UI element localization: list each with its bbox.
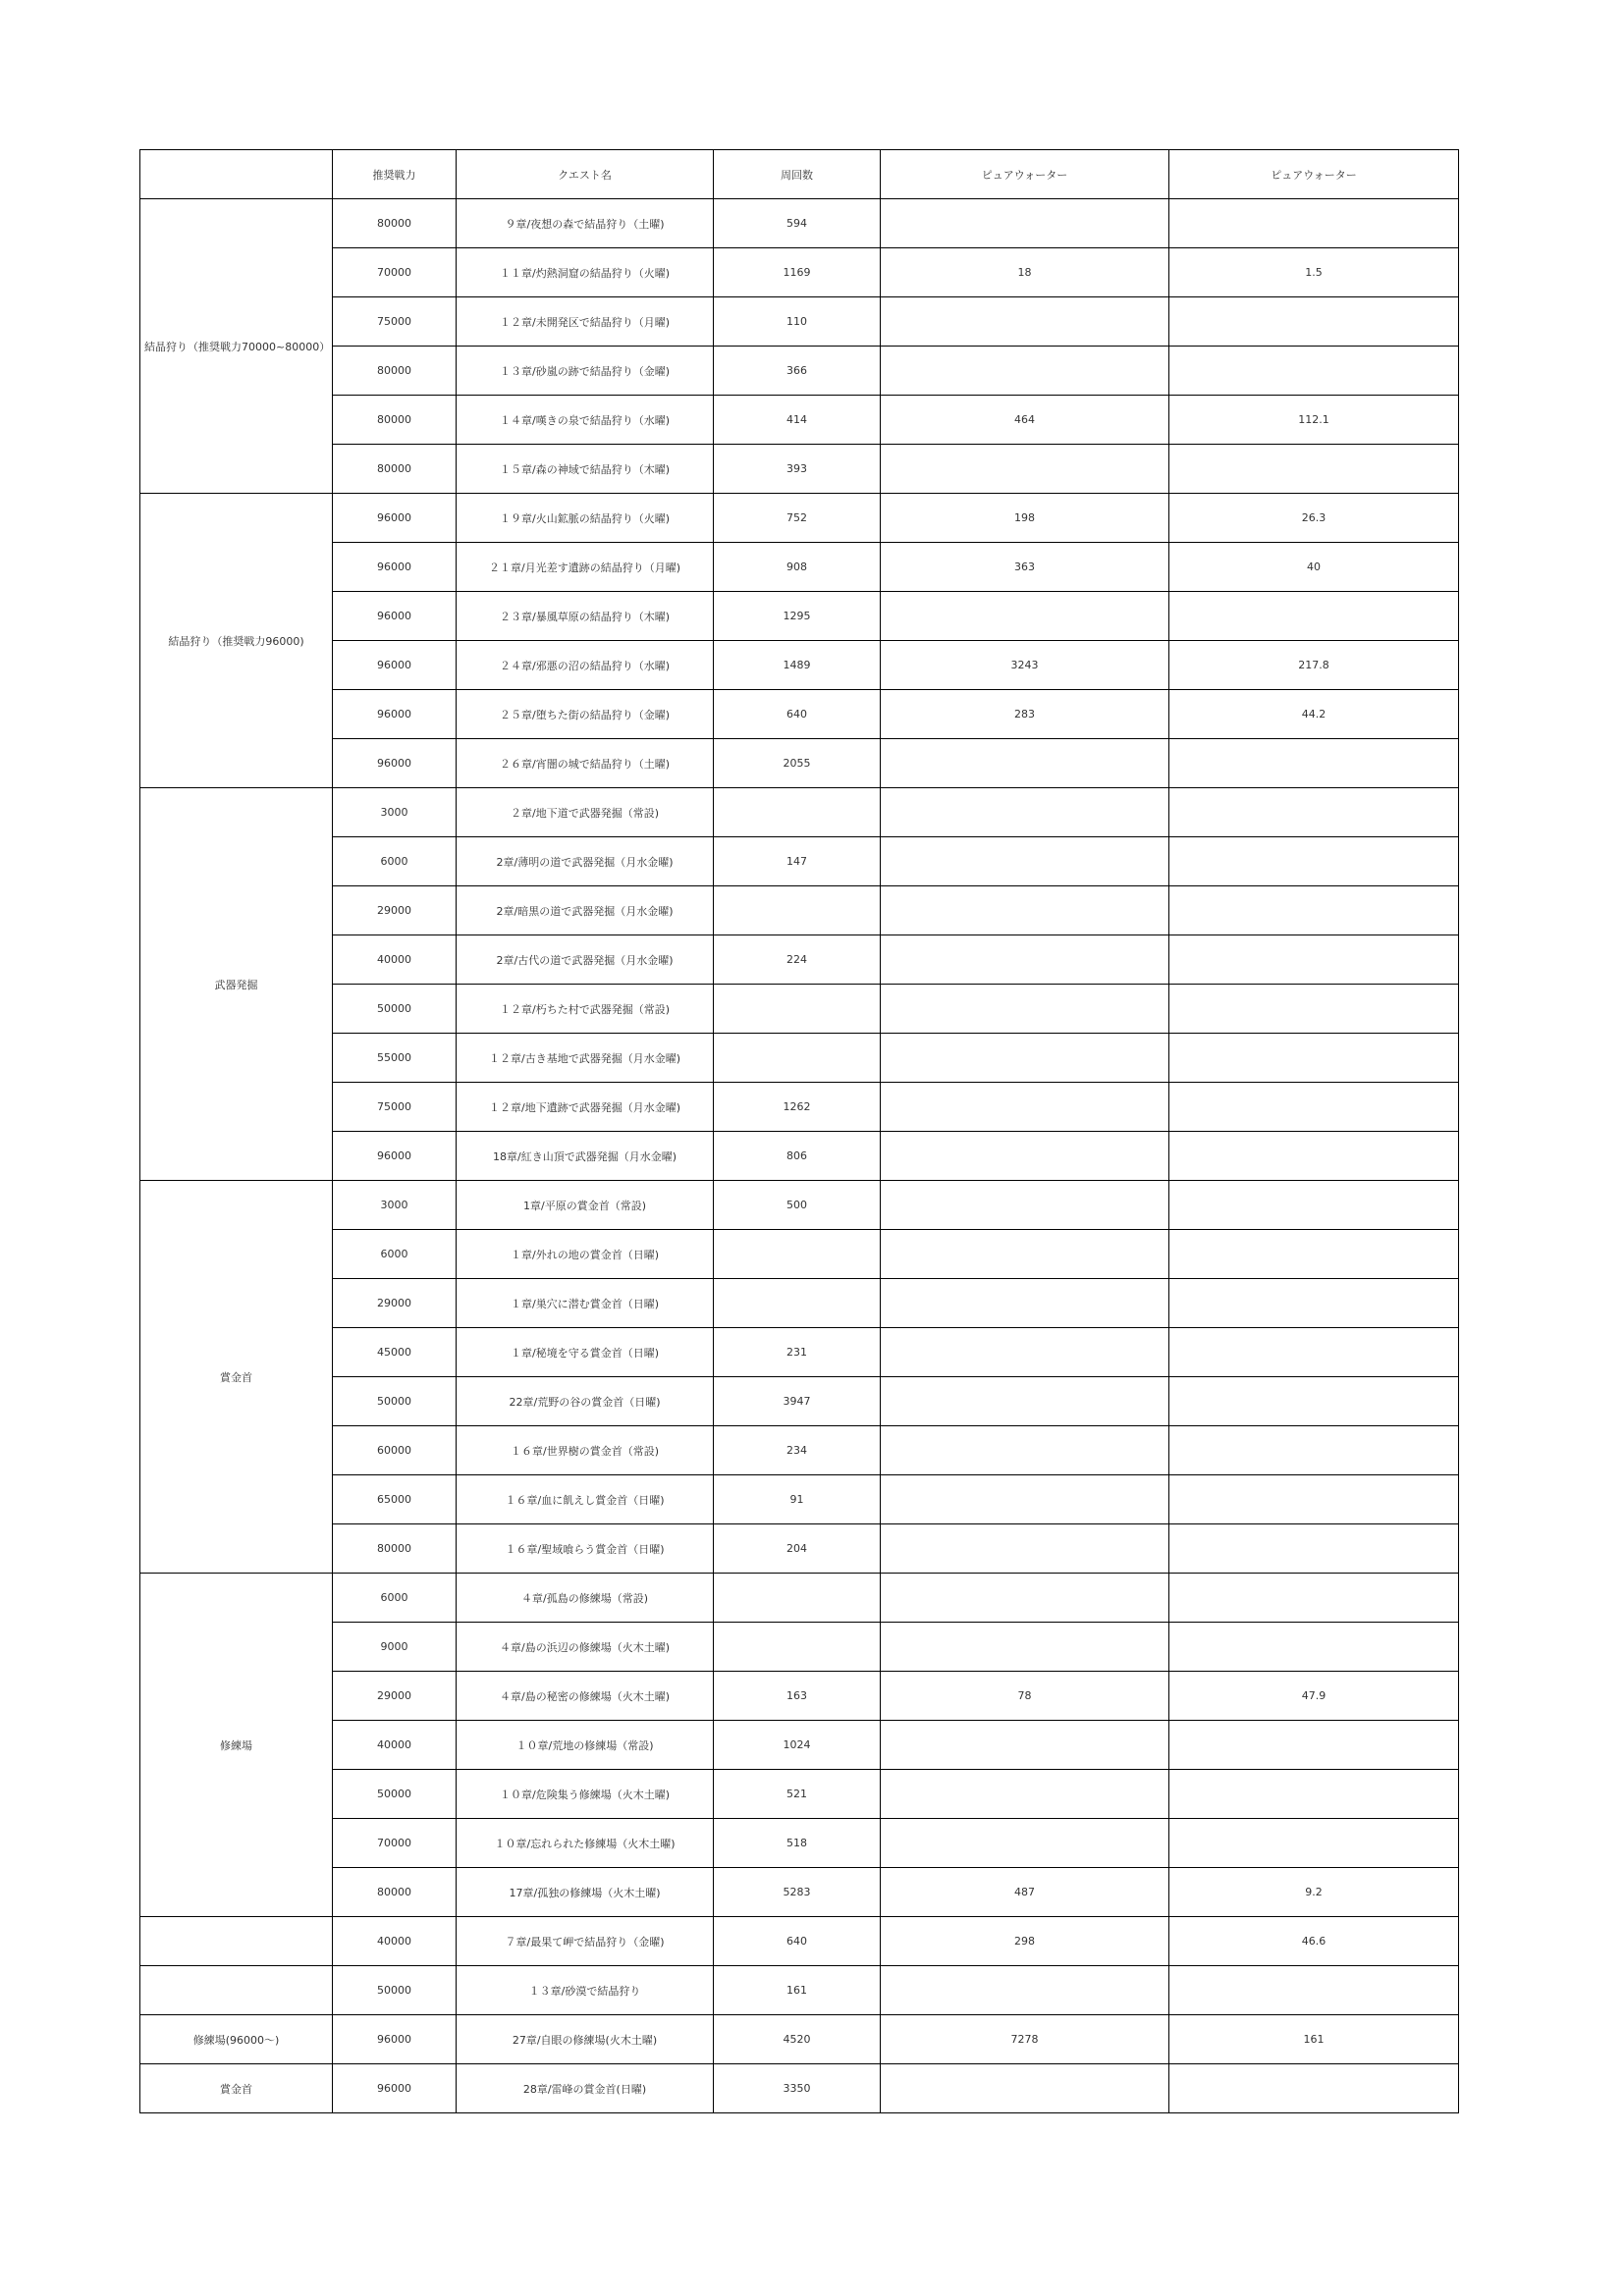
recommended-power-cell: 29000 — [333, 1672, 457, 1721]
table-row — [140, 1819, 1459, 1868]
table-row — [140, 1377, 1459, 1426]
run-count-cell: 163 — [714, 1672, 881, 1721]
quest-name-cell: 27章/自眼の修練場(火木土曜) — [457, 2015, 714, 2064]
recommended-power-cell: 40000 — [333, 935, 457, 985]
table-row — [140, 1475, 1459, 1524]
run-count-cell: 110 — [714, 297, 881, 347]
recommended-power-cell: 80000 — [333, 1868, 457, 1917]
quest-name-cell: ２６章/宵闇の城で結晶狩り（土曜) — [457, 739, 714, 788]
pure-water-2-cell — [1169, 985, 1459, 1034]
table-row — [140, 2015, 1459, 2064]
run-count-cell: 231 — [714, 1328, 881, 1377]
table-row — [140, 837, 1459, 886]
quest-name-cell: １６章/聖域喰らう賞金首（日曜) — [457, 1524, 714, 1574]
quest-name-cell: １０章/忘れられた修練場（火木土曜) — [457, 1819, 714, 1868]
pure-water-1-cell: 3243 — [881, 641, 1169, 690]
quest-name-cell: 22章/荒野の谷の賞金首（日曜) — [457, 1377, 714, 1426]
pure-water-1-cell — [881, 1181, 1169, 1230]
pure-water-1-cell — [881, 837, 1169, 886]
run-count-cell: 1295 — [714, 592, 881, 641]
table-row — [140, 739, 1459, 788]
table-row — [140, 1672, 1459, 1721]
pure-water-2-cell: 46.6 — [1169, 1917, 1459, 1966]
quest-name-cell: １２章/地下遺跡で武器発掘（月水金曜) — [457, 1083, 714, 1132]
pure-water-2-cell: 1.5 — [1169, 248, 1459, 297]
run-count-cell: 908 — [714, 543, 881, 592]
run-count-cell — [714, 985, 881, 1034]
quest-name-cell: １５章/森の神域で結晶狩り（木曜) — [457, 445, 714, 494]
pure-water-1-cell — [881, 592, 1169, 641]
pure-water-1-cell: 7278 — [881, 2015, 1169, 2064]
pure-water-1-cell — [881, 199, 1169, 248]
quest-name-cell: 17章/孤独の修練場（火木土曜) — [457, 1868, 714, 1917]
table-row — [140, 543, 1459, 592]
table-row — [140, 445, 1459, 494]
run-count-cell — [714, 1279, 881, 1328]
run-count-cell — [714, 788, 881, 837]
run-count-cell: 2055 — [714, 739, 881, 788]
pure-water-2-cell — [1169, 592, 1459, 641]
quest-name-cell: １３章/砂漠で結晶狩り — [457, 1966, 714, 2015]
table-row — [140, 788, 1459, 837]
category-cell: 修練場(96000〜) — [140, 2015, 333, 2064]
pure-water-1-cell — [881, 1524, 1169, 1574]
quest-name-cell: ４章/孤島の修練場（常設) — [457, 1574, 714, 1623]
pure-water-2-cell — [1169, 1132, 1459, 1181]
quest-name-cell: ２４章/邪悪の沼の結晶狩り（水曜) — [457, 641, 714, 690]
table-row — [140, 1721, 1459, 1770]
recommended-power-cell: 96000 — [333, 1132, 457, 1181]
pure-water-2-cell — [1169, 199, 1459, 248]
pure-water-1-cell: 464 — [881, 396, 1169, 445]
category-cell: 賞金首 — [140, 1181, 333, 1574]
run-count-cell: 1262 — [714, 1083, 881, 1132]
pure-water-1-cell — [881, 347, 1169, 396]
recommended-power-cell: 96000 — [333, 494, 457, 543]
pure-water-2-cell — [1169, 1083, 1459, 1132]
recommended-power-cell: 6000 — [333, 1574, 457, 1623]
quest-name-cell: ９章/夜想の森で結晶狩り（土曜) — [457, 199, 714, 248]
run-count-cell: 1169 — [714, 248, 881, 297]
category-cell: 結晶狩り（推奨戦力96000) — [140, 494, 333, 788]
quest-name-cell: １２章/未開発区で結晶狩り（月曜) — [457, 297, 714, 347]
run-count-cell: 366 — [714, 347, 881, 396]
table-row — [140, 1574, 1459, 1623]
recommended-power-cell: 80000 — [333, 347, 457, 396]
pure-water-1-cell: 298 — [881, 1917, 1169, 1966]
category-cell: 賞金首 — [140, 2064, 333, 2113]
pure-water-1-cell — [881, 297, 1169, 347]
category-cell: 武器発掘 — [140, 788, 333, 1181]
quest-name-cell: ２３章/暴風草原の結晶狩り（木曜) — [457, 592, 714, 641]
pure-water-2-cell — [1169, 1034, 1459, 1083]
table-row — [140, 248, 1459, 297]
run-count-cell: 91 — [714, 1475, 881, 1524]
table-row — [140, 1328, 1459, 1377]
pure-water-1-cell: 283 — [881, 690, 1169, 739]
header-run-count: 周回数 — [714, 150, 881, 199]
pure-water-2-cell — [1169, 1475, 1459, 1524]
table-row — [140, 1034, 1459, 1083]
pure-water-2-cell — [1169, 739, 1459, 788]
table-row — [140, 886, 1459, 935]
pure-water-2-cell — [1169, 1426, 1459, 1475]
recommended-power-cell: 96000 — [333, 2064, 457, 2113]
pure-water-1-cell: 18 — [881, 248, 1169, 297]
recommended-power-cell: 6000 — [333, 837, 457, 886]
pure-water-1-cell — [881, 739, 1169, 788]
quest-name-cell: １３章/砂嵐の跡で結晶狩り（金曜) — [457, 347, 714, 396]
pure-water-1-cell: 198 — [881, 494, 1169, 543]
pure-water-2-cell — [1169, 1819, 1459, 1868]
run-count-cell: 518 — [714, 1819, 881, 1868]
pure-water-2-cell — [1169, 1770, 1459, 1819]
table-row — [140, 985, 1459, 1034]
table-row — [140, 1524, 1459, 1574]
quest-name-cell: ２章/地下道で武器発掘（常設) — [457, 788, 714, 837]
pure-water-2-cell — [1169, 1524, 1459, 1574]
quest-name-cell: １４章/嘆きの泉で結晶狩り（水曜) — [457, 396, 714, 445]
recommended-power-cell: 9000 — [333, 1623, 457, 1672]
recommended-power-cell: 3000 — [333, 788, 457, 837]
table-row — [140, 1279, 1459, 1328]
recommended-power-cell: 96000 — [333, 739, 457, 788]
quest-name-cell: １２章/朽ちた村で武器発掘（常設) — [457, 985, 714, 1034]
pure-water-1-cell — [881, 1819, 1169, 1868]
recommended-power-cell: 40000 — [333, 1917, 457, 1966]
pure-water-1-cell — [881, 886, 1169, 935]
recommended-power-cell: 45000 — [333, 1328, 457, 1377]
pure-water-2-cell: 9.2 — [1169, 1868, 1459, 1917]
pure-water-1-cell — [881, 788, 1169, 837]
run-count-cell: 1489 — [714, 641, 881, 690]
header-row — [140, 150, 1459, 199]
table-body — [140, 199, 1459, 2113]
recommended-power-cell: 70000 — [333, 248, 457, 297]
header-pure-water-2: ピュアウォーター — [1169, 150, 1459, 199]
recommended-power-cell: 80000 — [333, 199, 457, 248]
recommended-power-cell: 29000 — [333, 1279, 457, 1328]
recommended-power-cell: 50000 — [333, 1377, 457, 1426]
recommended-power-cell: 50000 — [333, 985, 457, 1034]
run-count-cell: 414 — [714, 396, 881, 445]
recommended-power-cell: 96000 — [333, 592, 457, 641]
pure-water-2-cell — [1169, 347, 1459, 396]
header-recommended-power: 推奨戦力 — [333, 150, 457, 199]
table-row — [140, 347, 1459, 396]
table-row — [140, 1966, 1459, 2015]
run-count-cell: 640 — [714, 1917, 881, 1966]
pure-water-1-cell — [881, 1574, 1169, 1623]
quest-name-cell: １章/秘境を守る賞金首（日曜) — [457, 1328, 714, 1377]
table-row — [140, 297, 1459, 347]
pure-water-2-cell — [1169, 1377, 1459, 1426]
pure-water-2-cell — [1169, 886, 1459, 935]
run-count-cell — [714, 1574, 881, 1623]
run-count-cell: 4520 — [714, 2015, 881, 2064]
pure-water-2-cell — [1169, 1181, 1459, 1230]
category-cell: 結晶狩り（推奨戦力70000~80000） — [140, 199, 333, 494]
run-count-cell: 500 — [714, 1181, 881, 1230]
quest-name-cell: １６章/血に飢えし賞金首（日曜) — [457, 1475, 714, 1524]
run-count-cell: 3350 — [714, 2064, 881, 2113]
pure-water-2-cell — [1169, 1966, 1459, 2015]
recommended-power-cell: 6000 — [333, 1230, 457, 1279]
pure-water-1-cell — [881, 1475, 1169, 1524]
pure-water-2-cell — [1169, 1574, 1459, 1623]
category-cell — [140, 1966, 333, 2015]
pure-water-1-cell — [881, 985, 1169, 1034]
pure-water-1-cell — [881, 1230, 1169, 1279]
table-row — [140, 641, 1459, 690]
pure-water-1-cell — [881, 1328, 1169, 1377]
table-row — [140, 592, 1459, 641]
pure-water-2-cell — [1169, 1623, 1459, 1672]
recommended-power-cell: 75000 — [333, 297, 457, 347]
table-row — [140, 1132, 1459, 1181]
run-count-cell: 1024 — [714, 1721, 881, 1770]
run-count-cell: 224 — [714, 935, 881, 985]
quest-name-cell: 18章/紅き山頂で武器発掘（月水金曜) — [457, 1132, 714, 1181]
recommended-power-cell: 40000 — [333, 1721, 457, 1770]
recommended-power-cell: 50000 — [333, 1966, 457, 2015]
run-count-cell: 5283 — [714, 1868, 881, 1917]
table-row — [140, 1917, 1459, 1966]
recommended-power-cell: 96000 — [333, 2015, 457, 2064]
run-count-cell: 204 — [714, 1524, 881, 1574]
run-count-cell: 147 — [714, 837, 881, 886]
recommended-power-cell: 29000 — [333, 886, 457, 935]
quest-name-cell: ７章/最果て岬で結晶狩り（金曜) — [457, 1917, 714, 1966]
table-row — [140, 199, 1459, 248]
pure-water-2-cell: 112.1 — [1169, 396, 1459, 445]
recommended-power-cell: 80000 — [333, 445, 457, 494]
run-count-cell: 3947 — [714, 1377, 881, 1426]
quest-table — [139, 149, 1459, 2113]
pure-water-1-cell — [881, 1623, 1169, 1672]
run-count-cell: 393 — [714, 445, 881, 494]
table-row — [140, 2064, 1459, 2113]
quest-name-cell: 2章/暗黒の道で武器発掘（月水金曜) — [457, 886, 714, 935]
pure-water-2-cell: 44.2 — [1169, 690, 1459, 739]
recommended-power-cell: 96000 — [333, 641, 457, 690]
run-count-cell: 234 — [714, 1426, 881, 1475]
pure-water-2-cell — [1169, 1328, 1459, 1377]
pure-water-2-cell — [1169, 1721, 1459, 1770]
category-cell — [140, 1917, 333, 1966]
table-row — [140, 1770, 1459, 1819]
pure-water-2-cell: 161 — [1169, 2015, 1459, 2064]
quest-name-cell: ４章/島の浜辺の修練場（火木土曜) — [457, 1623, 714, 1672]
quest-name-cell: １章/外れの地の賞金首（日曜) — [457, 1230, 714, 1279]
recommended-power-cell: 55000 — [333, 1034, 457, 1083]
table-row — [140, 1181, 1459, 1230]
quest-name-cell: １０章/危険集う修練場（火木土曜) — [457, 1770, 714, 1819]
recommended-power-cell: 60000 — [333, 1426, 457, 1475]
run-count-cell: 594 — [714, 199, 881, 248]
header-category — [140, 150, 333, 199]
pure-water-1-cell — [881, 445, 1169, 494]
quest-name-cell: ２５章/堕ちた街の結晶狩り（金曜) — [457, 690, 714, 739]
pure-water-2-cell: 217.8 — [1169, 641, 1459, 690]
recommended-power-cell: 80000 — [333, 1524, 457, 1574]
run-count-cell: 161 — [714, 1966, 881, 2015]
pure-water-2-cell: 47.9 — [1169, 1672, 1459, 1721]
pure-water-2-cell — [1169, 935, 1459, 985]
quest-name-cell: 2章/古代の道で武器発掘（月水金曜) — [457, 935, 714, 985]
pure-water-1-cell — [881, 1132, 1169, 1181]
quest-name-cell: ２１章/月光差す遺跡の結晶狩り（月曜) — [457, 543, 714, 592]
pure-water-2-cell — [1169, 1279, 1459, 1328]
pure-water-2-cell — [1169, 837, 1459, 886]
pure-water-1-cell — [881, 935, 1169, 985]
run-count-cell: 640 — [714, 690, 881, 739]
quest-name-cell: １章/巣穴に潜む賞金首（日曜) — [457, 1279, 714, 1328]
quest-name-cell: 28章/雷峰の賞金首(日曜) — [457, 2064, 714, 2113]
header-pure-water-1: ピュアウォーター — [881, 150, 1169, 199]
table-row — [140, 1230, 1459, 1279]
pure-water-2-cell — [1169, 1230, 1459, 1279]
pure-water-1-cell — [881, 1083, 1169, 1132]
run-count-cell: 752 — [714, 494, 881, 543]
recommended-power-cell: 75000 — [333, 1083, 457, 1132]
pure-water-1-cell: 363 — [881, 543, 1169, 592]
recommended-power-cell: 65000 — [333, 1475, 457, 1524]
pure-water-2-cell: 40 — [1169, 543, 1459, 592]
pure-water-1-cell — [881, 2064, 1169, 2113]
table-row — [140, 1623, 1459, 1672]
pure-water-1-cell — [881, 1426, 1169, 1475]
pure-water-1-cell — [881, 1770, 1169, 1819]
recommended-power-cell: 70000 — [333, 1819, 457, 1868]
pure-water-2-cell — [1169, 788, 1459, 837]
table-row — [140, 1426, 1459, 1475]
recommended-power-cell: 80000 — [333, 396, 457, 445]
pure-water-1-cell — [881, 1377, 1169, 1426]
table-row — [140, 1083, 1459, 1132]
quest-name-cell: １０章/荒地の修練場（常設) — [457, 1721, 714, 1770]
pure-water-1-cell: 78 — [881, 1672, 1169, 1721]
category-cell: 修練場 — [140, 1574, 333, 1917]
quest-name-cell: １２章/古き基地で武器発掘（月水金曜) — [457, 1034, 714, 1083]
pure-water-2-cell — [1169, 445, 1459, 494]
pure-water-1-cell — [881, 1279, 1169, 1328]
run-count-cell — [714, 1623, 881, 1672]
pure-water-1-cell — [881, 1966, 1169, 2015]
quest-name-cell: １６章/世界樹の賞金首（常設) — [457, 1426, 714, 1475]
header-quest-name: クエスト名 — [457, 150, 714, 199]
run-count-cell — [714, 886, 881, 935]
pure-water-2-cell — [1169, 297, 1459, 347]
table-row — [140, 690, 1459, 739]
quest-name-cell: １１章/灼熱洞窟の結晶狩り（火曜) — [457, 248, 714, 297]
run-count-cell — [714, 1230, 881, 1279]
quest-name-cell: 2章/薄明の道で武器発掘（月水金曜) — [457, 837, 714, 886]
quest-name-cell: 1章/平原の賞金首（常設) — [457, 1181, 714, 1230]
table-row — [140, 396, 1459, 445]
recommended-power-cell: 50000 — [333, 1770, 457, 1819]
quest-name-cell: １９章/火山鉱脈の結晶狩り（火曜) — [457, 494, 714, 543]
run-count-cell — [714, 1034, 881, 1083]
recommended-power-cell: 96000 — [333, 690, 457, 739]
pure-water-1-cell — [881, 1721, 1169, 1770]
table-row — [140, 1868, 1459, 1917]
pure-water-2-cell — [1169, 2064, 1459, 2113]
run-count-cell: 806 — [714, 1132, 881, 1181]
run-count-cell: 521 — [714, 1770, 881, 1819]
quest-name-cell: ４章/島の秘密の修練場（火木土曜) — [457, 1672, 714, 1721]
recommended-power-cell: 96000 — [333, 543, 457, 592]
recommended-power-cell: 3000 — [333, 1181, 457, 1230]
table-row — [140, 494, 1459, 543]
pure-water-2-cell: 26.3 — [1169, 494, 1459, 543]
pure-water-1-cell: 487 — [881, 1868, 1169, 1917]
pure-water-1-cell — [881, 1034, 1169, 1083]
table-row — [140, 935, 1459, 985]
